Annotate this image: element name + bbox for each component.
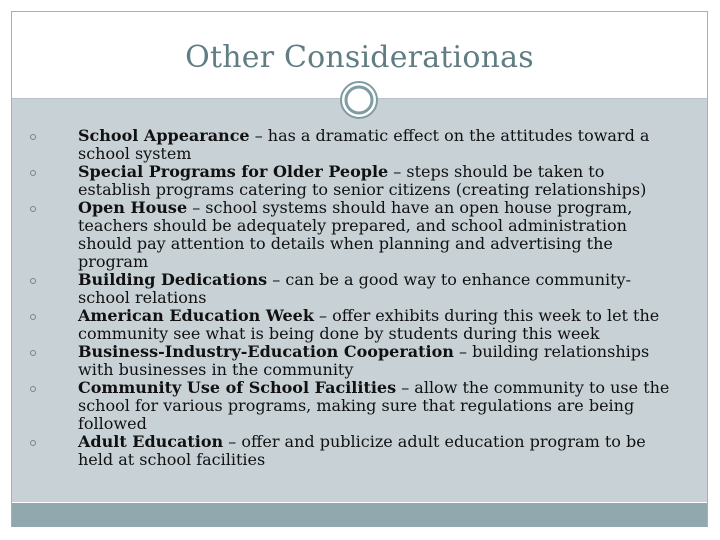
list-item xyxy=(30,163,680,199)
bullet-text: – can be a good way to enhance community-school relations xyxy=(78,270,631,307)
bullet-text: – has a dramatic effect on the attitudes toward a school system xyxy=(78,126,650,163)
circle-bullet-icon xyxy=(30,206,36,212)
slide-title: Other Considerationas xyxy=(185,40,534,75)
circle-bullet-icon xyxy=(30,350,36,356)
bullet-term: Open House xyxy=(78,198,188,217)
bullet-term: School Appearance xyxy=(78,126,250,145)
list-item xyxy=(30,127,680,163)
list-item xyxy=(30,379,680,433)
bullet-term: Adult Education xyxy=(78,432,224,451)
bullet-term: Special Programs for Older People xyxy=(78,162,389,181)
list-item xyxy=(30,433,680,469)
list-item xyxy=(30,199,680,271)
bullet-term: Building Dedications xyxy=(78,270,268,289)
circle-bullet-icon xyxy=(30,386,36,392)
circle-bullet-icon xyxy=(30,314,36,320)
bullet-term: Business-Industry-Education Cooperation xyxy=(78,342,454,361)
circle-bullet-icon xyxy=(30,278,36,284)
bullet-text: – steps should be taken to establish programs catering to senior citizens (creating relationships) xyxy=(78,162,647,199)
bullet-text: – building relationships with businesses in the community xyxy=(78,342,650,379)
circle-bullet-icon xyxy=(30,134,36,140)
bottom-bar xyxy=(12,503,707,527)
circle-bullet-icon xyxy=(30,440,36,446)
bullet-term: Community Use of School Facilities xyxy=(78,378,397,397)
list-item xyxy=(30,307,680,343)
bullet-term: American Education Week xyxy=(78,306,314,325)
bullet-text: – offer exhibits during this week to let the community see what is being done by students during this week xyxy=(78,306,660,343)
bullet-text: – allow the community to use the school for various programs, making sure that regulations are being followed xyxy=(78,378,670,433)
list-item xyxy=(30,343,680,379)
bullet-text: – school systems should have an open house program, teachers should be adequately prepared, and school administration should pay attention to details when planning and advertising the program xyxy=(78,198,633,271)
circle-bullet-icon xyxy=(30,170,36,176)
bullet-text: – offer and publicize adult education program to be held at school facilities xyxy=(78,432,646,469)
list-item xyxy=(30,271,680,307)
ring-icon xyxy=(339,80,379,120)
bullet-list xyxy=(30,127,680,469)
